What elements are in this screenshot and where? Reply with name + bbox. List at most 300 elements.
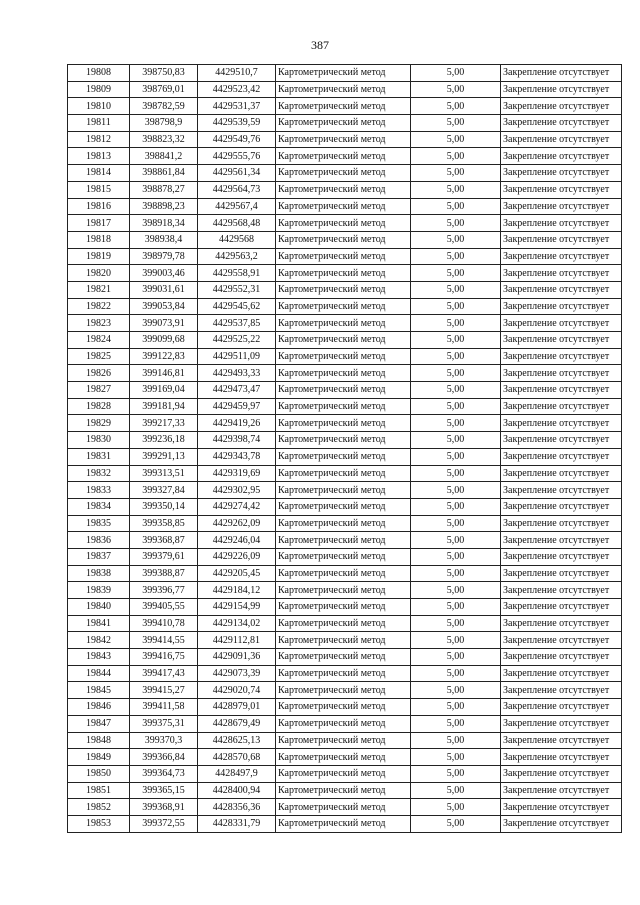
fixing-cell: Закрепление отсутствует bbox=[501, 715, 622, 732]
x-coordinate-cell: 399350,14 bbox=[130, 498, 198, 515]
y-coordinate-cell: 4429246,04 bbox=[198, 532, 276, 549]
fixing-cell: Закрепление отсутствует bbox=[501, 198, 622, 215]
x-coordinate-cell: 399365,15 bbox=[130, 782, 198, 799]
method-cell: Картометрический метод bbox=[276, 65, 411, 82]
method-cell: Картометрический метод bbox=[276, 148, 411, 165]
table-row bbox=[68, 448, 622, 465]
table-row bbox=[68, 749, 622, 766]
accuracy-cell: 5,00 bbox=[411, 382, 501, 399]
x-coordinate-cell: 398918,34 bbox=[130, 215, 198, 232]
method-cell: Картометрический метод bbox=[276, 231, 411, 248]
x-coordinate-cell: 398979,78 bbox=[130, 248, 198, 265]
fixing-cell: Закрепление отсутствует bbox=[501, 599, 622, 616]
x-coordinate-cell: 398823,32 bbox=[130, 131, 198, 148]
accuracy-cell: 5,00 bbox=[411, 482, 501, 499]
x-coordinate-cell: 399146,81 bbox=[130, 365, 198, 382]
accuracy-cell: 5,00 bbox=[411, 298, 501, 315]
table-row bbox=[68, 482, 622, 499]
y-coordinate-cell: 4429073,39 bbox=[198, 665, 276, 682]
y-coordinate-cell: 4429205,45 bbox=[198, 565, 276, 582]
y-coordinate-cell: 4428331,79 bbox=[198, 815, 276, 832]
x-coordinate-cell: 399358,85 bbox=[130, 515, 198, 532]
point-number-cell: 19837 bbox=[68, 548, 130, 565]
y-coordinate-cell: 4429419,26 bbox=[198, 415, 276, 432]
accuracy-cell: 5,00 bbox=[411, 281, 501, 298]
y-coordinate-cell: 4428979,01 bbox=[198, 699, 276, 716]
y-coordinate-cell: 4429564,73 bbox=[198, 181, 276, 198]
fixing-cell: Закрепление отсутствует bbox=[501, 649, 622, 666]
fixing-cell: Закрепление отсутствует bbox=[501, 265, 622, 282]
accuracy-cell: 5,00 bbox=[411, 465, 501, 482]
accuracy-cell: 5,00 bbox=[411, 699, 501, 716]
method-cell: Картометрический метод bbox=[276, 181, 411, 198]
point-number-cell: 19847 bbox=[68, 715, 130, 732]
x-coordinate-cell: 399388,87 bbox=[130, 565, 198, 582]
x-coordinate-cell: 398769,01 bbox=[130, 81, 198, 98]
point-number-cell: 19845 bbox=[68, 682, 130, 699]
table-row bbox=[68, 248, 622, 265]
point-number-cell: 19814 bbox=[68, 165, 130, 182]
method-cell: Картометрический метод bbox=[276, 765, 411, 782]
x-coordinate-cell: 399372,55 bbox=[130, 815, 198, 832]
accuracy-cell: 5,00 bbox=[411, 181, 501, 198]
x-coordinate-cell: 398782,59 bbox=[130, 98, 198, 115]
fixing-cell: Закрепление отсутствует bbox=[501, 98, 622, 115]
y-coordinate-cell: 4429539,59 bbox=[198, 115, 276, 132]
y-coordinate-cell: 4429154,99 bbox=[198, 599, 276, 616]
point-number-cell: 19839 bbox=[68, 582, 130, 599]
fixing-cell: Закрепление отсутствует bbox=[501, 465, 622, 482]
x-coordinate-cell: 398861,84 bbox=[130, 165, 198, 182]
accuracy-cell: 5,00 bbox=[411, 115, 501, 132]
method-cell: Картометрический метод bbox=[276, 465, 411, 482]
x-coordinate-cell: 398841,2 bbox=[130, 148, 198, 165]
table-row bbox=[68, 348, 622, 365]
method-cell: Картометрический метод bbox=[276, 348, 411, 365]
coordinates-table-body bbox=[68, 65, 622, 833]
y-coordinate-cell: 4429274,42 bbox=[198, 498, 276, 515]
table-row bbox=[68, 398, 622, 415]
method-cell: Картометрический метод bbox=[276, 365, 411, 382]
x-coordinate-cell: 398898,23 bbox=[130, 198, 198, 215]
accuracy-cell: 5,00 bbox=[411, 415, 501, 432]
point-number-cell: 19827 bbox=[68, 382, 130, 399]
x-coordinate-cell: 399370,3 bbox=[130, 732, 198, 749]
method-cell: Картометрический метод bbox=[276, 398, 411, 415]
method-cell: Картометрический метод bbox=[276, 815, 411, 832]
fixing-cell: Закрепление отсутствует bbox=[501, 281, 622, 298]
x-coordinate-cell: 398938,4 bbox=[130, 231, 198, 248]
accuracy-cell: 5,00 bbox=[411, 265, 501, 282]
table-row bbox=[68, 115, 622, 132]
point-number-cell: 19820 bbox=[68, 265, 130, 282]
accuracy-cell: 5,00 bbox=[411, 332, 501, 349]
accuracy-cell: 5,00 bbox=[411, 65, 501, 82]
fixing-cell: Закрепление отсутствует bbox=[501, 532, 622, 549]
table-row bbox=[68, 198, 622, 215]
fixing-cell: Закрепление отсутствует bbox=[501, 131, 622, 148]
point-number-cell: 19848 bbox=[68, 732, 130, 749]
method-cell: Картометрический метод bbox=[276, 782, 411, 799]
method-cell: Картометрический метод bbox=[276, 115, 411, 132]
y-coordinate-cell: 4429545,62 bbox=[198, 298, 276, 315]
accuracy-cell: 5,00 bbox=[411, 231, 501, 248]
fixing-cell: Закрепление отсутствует bbox=[501, 765, 622, 782]
page-number: 387 bbox=[311, 38, 329, 52]
fixing-cell: Закрепление отсутствует bbox=[501, 615, 622, 632]
y-coordinate-cell: 4429568,48 bbox=[198, 215, 276, 232]
point-number-cell: 19828 bbox=[68, 398, 130, 415]
fixing-cell: Закрепление отсутствует bbox=[501, 548, 622, 565]
point-number-cell: 19826 bbox=[68, 365, 130, 382]
fixing-cell: Закрепление отсутствует bbox=[501, 215, 622, 232]
method-cell: Картометрический метод bbox=[276, 248, 411, 265]
point-number-cell: 19844 bbox=[68, 665, 130, 682]
y-coordinate-cell: 4429525,22 bbox=[198, 332, 276, 349]
table-row bbox=[68, 665, 622, 682]
method-cell: Картометрический метод bbox=[276, 749, 411, 766]
x-coordinate-cell: 399379,61 bbox=[130, 548, 198, 565]
y-coordinate-cell: 4429459,97 bbox=[198, 398, 276, 415]
x-coordinate-cell: 399031,61 bbox=[130, 281, 198, 298]
table-row bbox=[68, 765, 622, 782]
fixing-cell: Закрепление отсутствует bbox=[501, 382, 622, 399]
method-cell: Картометрический метод bbox=[276, 215, 411, 232]
y-coordinate-cell: 4428570,68 bbox=[198, 749, 276, 766]
y-coordinate-cell: 4429343,78 bbox=[198, 448, 276, 465]
y-coordinate-cell: 4429511,09 bbox=[198, 348, 276, 365]
accuracy-cell: 5,00 bbox=[411, 749, 501, 766]
accuracy-cell: 5,00 bbox=[411, 315, 501, 332]
method-cell: Картометрический метод bbox=[276, 799, 411, 816]
x-coordinate-cell: 399217,33 bbox=[130, 415, 198, 432]
point-number-cell: 19817 bbox=[68, 215, 130, 232]
fixing-cell: Закрепление отсутствует bbox=[501, 632, 622, 649]
x-coordinate-cell: 398878,27 bbox=[130, 181, 198, 198]
y-coordinate-cell: 4429020,74 bbox=[198, 682, 276, 699]
y-coordinate-cell: 4428356,36 bbox=[198, 799, 276, 816]
y-coordinate-cell: 4429563,2 bbox=[198, 248, 276, 265]
accuracy-cell: 5,00 bbox=[411, 682, 501, 699]
accuracy-cell: 5,00 bbox=[411, 165, 501, 182]
fixing-cell: Закрепление отсутствует bbox=[501, 365, 622, 382]
x-coordinate-cell: 398750,83 bbox=[130, 65, 198, 82]
method-cell: Картометрический метод bbox=[276, 498, 411, 515]
table-row bbox=[68, 615, 622, 632]
fixing-cell: Закрепление отсутствует bbox=[501, 799, 622, 816]
x-coordinate-cell: 399411,58 bbox=[130, 699, 198, 716]
y-coordinate-cell: 4429555,76 bbox=[198, 148, 276, 165]
table-row bbox=[68, 715, 622, 732]
point-number-cell: 19823 bbox=[68, 315, 130, 332]
point-number-cell: 19835 bbox=[68, 515, 130, 532]
method-cell: Картометрический метод bbox=[276, 315, 411, 332]
table-row bbox=[68, 131, 622, 148]
method-cell: Картометрический метод bbox=[276, 198, 411, 215]
fixing-cell: Закрепление отсутствует bbox=[501, 732, 622, 749]
table-row bbox=[68, 265, 622, 282]
y-coordinate-cell: 4429184,12 bbox=[198, 582, 276, 599]
point-number-cell: 19818 bbox=[68, 231, 130, 248]
fixing-cell: Закрепление отсутствует bbox=[501, 248, 622, 265]
accuracy-cell: 5,00 bbox=[411, 148, 501, 165]
point-number-cell: 19812 bbox=[68, 131, 130, 148]
x-coordinate-cell: 399327,84 bbox=[130, 482, 198, 499]
x-coordinate-cell: 399414,55 bbox=[130, 632, 198, 649]
y-coordinate-cell: 4429567,4 bbox=[198, 198, 276, 215]
x-coordinate-cell: 399417,43 bbox=[130, 665, 198, 682]
table-row bbox=[68, 815, 622, 832]
accuracy-cell: 5,00 bbox=[411, 715, 501, 732]
fixing-cell: Закрепление отсутствует bbox=[501, 148, 622, 165]
accuracy-cell: 5,00 bbox=[411, 632, 501, 649]
y-coordinate-cell: 4429473,47 bbox=[198, 382, 276, 399]
x-coordinate-cell: 399073,91 bbox=[130, 315, 198, 332]
fixing-cell: Закрепление отсутствует bbox=[501, 582, 622, 599]
x-coordinate-cell: 399053,84 bbox=[130, 298, 198, 315]
table-row bbox=[68, 732, 622, 749]
x-coordinate-cell: 399236,18 bbox=[130, 432, 198, 449]
fixing-cell: Закрепление отсутствует bbox=[501, 482, 622, 499]
accuracy-cell: 5,00 bbox=[411, 81, 501, 98]
accuracy-cell: 5,00 bbox=[411, 599, 501, 616]
fixing-cell: Закрепление отсутствует bbox=[501, 315, 622, 332]
x-coordinate-cell: 399099,68 bbox=[130, 332, 198, 349]
table-row bbox=[68, 632, 622, 649]
point-number-cell: 19850 bbox=[68, 765, 130, 782]
point-number-cell: 19829 bbox=[68, 415, 130, 432]
point-number-cell: 19811 bbox=[68, 115, 130, 132]
point-number-cell: 19846 bbox=[68, 699, 130, 716]
y-coordinate-cell: 4429398,74 bbox=[198, 432, 276, 449]
point-number-cell: 19824 bbox=[68, 332, 130, 349]
accuracy-cell: 5,00 bbox=[411, 398, 501, 415]
y-coordinate-cell: 4429112,81 bbox=[198, 632, 276, 649]
method-cell: Картометрический метод bbox=[276, 665, 411, 682]
x-coordinate-cell: 399416,75 bbox=[130, 649, 198, 666]
fixing-cell: Закрепление отсутствует bbox=[501, 231, 622, 248]
y-coordinate-cell: 4428679,49 bbox=[198, 715, 276, 732]
method-cell: Картометрический метод bbox=[276, 515, 411, 532]
point-number-cell: 19840 bbox=[68, 599, 130, 616]
accuracy-cell: 5,00 bbox=[411, 348, 501, 365]
method-cell: Картометрический метод bbox=[276, 98, 411, 115]
point-number-cell: 19831 bbox=[68, 448, 130, 465]
method-cell: Картометрический метод bbox=[276, 649, 411, 666]
x-coordinate-cell: 398798,9 bbox=[130, 115, 198, 132]
table-row bbox=[68, 231, 622, 248]
table-row bbox=[68, 298, 622, 315]
table-row bbox=[68, 281, 622, 298]
point-number-cell: 19822 bbox=[68, 298, 130, 315]
accuracy-cell: 5,00 bbox=[411, 582, 501, 599]
accuracy-cell: 5,00 bbox=[411, 565, 501, 582]
accuracy-cell: 5,00 bbox=[411, 615, 501, 632]
y-coordinate-cell: 4429510,7 bbox=[198, 65, 276, 82]
point-number-cell: 19852 bbox=[68, 799, 130, 816]
x-coordinate-cell: 399181,94 bbox=[130, 398, 198, 415]
accuracy-cell: 5,00 bbox=[411, 198, 501, 215]
x-coordinate-cell: 399366,84 bbox=[130, 749, 198, 766]
y-coordinate-cell: 4428400,94 bbox=[198, 782, 276, 799]
y-coordinate-cell: 4428497,9 bbox=[198, 765, 276, 782]
method-cell: Картометрический метод bbox=[276, 632, 411, 649]
fixing-cell: Закрепление отсутствует bbox=[501, 332, 622, 349]
table-row bbox=[68, 98, 622, 115]
accuracy-cell: 5,00 bbox=[411, 432, 501, 449]
x-coordinate-cell: 399003,46 bbox=[130, 265, 198, 282]
fixing-cell: Закрепление отсутствует bbox=[501, 115, 622, 132]
accuracy-cell: 5,00 bbox=[411, 532, 501, 549]
y-coordinate-cell: 4429523,42 bbox=[198, 81, 276, 98]
method-cell: Картометрический метод bbox=[276, 599, 411, 616]
y-coordinate-cell: 4429134,02 bbox=[198, 615, 276, 632]
fixing-cell: Закрепление отсутствует bbox=[501, 699, 622, 716]
point-number-cell: 19830 bbox=[68, 432, 130, 449]
method-cell: Картометрический метод bbox=[276, 382, 411, 399]
point-number-cell: 19836 bbox=[68, 532, 130, 549]
x-coordinate-cell: 399368,91 bbox=[130, 799, 198, 816]
fixing-cell: Закрепление отсутствует bbox=[501, 498, 622, 515]
point-number-cell: 19851 bbox=[68, 782, 130, 799]
accuracy-cell: 5,00 bbox=[411, 248, 501, 265]
x-coordinate-cell: 399364,73 bbox=[130, 765, 198, 782]
method-cell: Картометрический метод bbox=[276, 699, 411, 716]
x-coordinate-cell: 399169,04 bbox=[130, 382, 198, 399]
table-row bbox=[68, 382, 622, 399]
point-number-cell: 19816 bbox=[68, 198, 130, 215]
table-row bbox=[68, 181, 622, 198]
accuracy-cell: 5,00 bbox=[411, 765, 501, 782]
x-coordinate-cell: 399291,13 bbox=[130, 448, 198, 465]
y-coordinate-cell: 4429531,37 bbox=[198, 98, 276, 115]
fixing-cell: Закрепление отсутствует bbox=[501, 348, 622, 365]
table-row bbox=[68, 599, 622, 616]
method-cell: Картометрический метод bbox=[276, 548, 411, 565]
fixing-cell: Закрепление отсутствует bbox=[501, 682, 622, 699]
fixing-cell: Закрепление отсутствует bbox=[501, 782, 622, 799]
point-number-cell: 19853 bbox=[68, 815, 130, 832]
x-coordinate-cell: 399375,31 bbox=[130, 715, 198, 732]
table-row bbox=[68, 649, 622, 666]
table-row bbox=[68, 532, 622, 549]
x-coordinate-cell: 399405,55 bbox=[130, 599, 198, 616]
fixing-cell: Закрепление отсутствует bbox=[501, 398, 622, 415]
table-row bbox=[68, 515, 622, 532]
method-cell: Картометрический метод bbox=[276, 715, 411, 732]
fixing-cell: Закрепление отсутствует bbox=[501, 515, 622, 532]
table-row bbox=[68, 582, 622, 599]
table-row bbox=[68, 332, 622, 349]
table-row bbox=[68, 215, 622, 232]
fixing-cell: Закрепление отсутствует bbox=[501, 415, 622, 432]
table-row bbox=[68, 782, 622, 799]
method-cell: Картометрический метод bbox=[276, 415, 411, 432]
method-cell: Картометрический метод bbox=[276, 432, 411, 449]
point-number-cell: 19834 bbox=[68, 498, 130, 515]
accuracy-cell: 5,00 bbox=[411, 448, 501, 465]
table-row bbox=[68, 799, 622, 816]
y-coordinate-cell: 4429302,95 bbox=[198, 482, 276, 499]
table-row bbox=[68, 148, 622, 165]
point-number-cell: 19809 bbox=[68, 81, 130, 98]
table-row bbox=[68, 498, 622, 515]
accuracy-cell: 5,00 bbox=[411, 665, 501, 682]
fixing-cell: Закрепление отсутствует bbox=[501, 165, 622, 182]
point-number-cell: 19815 bbox=[68, 181, 130, 198]
point-number-cell: 19821 bbox=[68, 281, 130, 298]
accuracy-cell: 5,00 bbox=[411, 815, 501, 832]
method-cell: Картометрический метод bbox=[276, 732, 411, 749]
y-coordinate-cell: 4429568 bbox=[198, 231, 276, 248]
point-number-cell: 19841 bbox=[68, 615, 130, 632]
point-number-cell: 19838 bbox=[68, 565, 130, 582]
accuracy-cell: 5,00 bbox=[411, 732, 501, 749]
point-number-cell: 19832 bbox=[68, 465, 130, 482]
accuracy-cell: 5,00 bbox=[411, 515, 501, 532]
method-cell: Картометрический метод bbox=[276, 131, 411, 148]
table-row bbox=[68, 432, 622, 449]
x-coordinate-cell: 399313,51 bbox=[130, 465, 198, 482]
point-number-cell: 19808 bbox=[68, 65, 130, 82]
method-cell: Картометрический метод bbox=[276, 281, 411, 298]
point-number-cell: 19813 bbox=[68, 148, 130, 165]
y-coordinate-cell: 4428625,13 bbox=[198, 732, 276, 749]
accuracy-cell: 5,00 bbox=[411, 215, 501, 232]
method-cell: Картометрический метод bbox=[276, 265, 411, 282]
y-coordinate-cell: 4429552,31 bbox=[198, 281, 276, 298]
fixing-cell: Закрепление отсутствует bbox=[501, 181, 622, 198]
y-coordinate-cell: 4429226,09 bbox=[198, 548, 276, 565]
y-coordinate-cell: 4429558,91 bbox=[198, 265, 276, 282]
table-row bbox=[68, 365, 622, 382]
x-coordinate-cell: 399396,77 bbox=[130, 582, 198, 599]
y-coordinate-cell: 4429319,69 bbox=[198, 465, 276, 482]
table-row bbox=[68, 682, 622, 699]
accuracy-cell: 5,00 bbox=[411, 649, 501, 666]
method-cell: Картометрический метод bbox=[276, 615, 411, 632]
table-row bbox=[68, 548, 622, 565]
table-row bbox=[68, 699, 622, 716]
method-cell: Картометрический метод bbox=[276, 565, 411, 582]
table-row bbox=[68, 565, 622, 582]
x-coordinate-cell: 399368,87 bbox=[130, 532, 198, 549]
point-number-cell: 19849 bbox=[68, 749, 130, 766]
point-number-cell: 19819 bbox=[68, 248, 130, 265]
table-row bbox=[68, 315, 622, 332]
accuracy-cell: 5,00 bbox=[411, 799, 501, 816]
table-row bbox=[68, 465, 622, 482]
accuracy-cell: 5,00 bbox=[411, 131, 501, 148]
accuracy-cell: 5,00 bbox=[411, 498, 501, 515]
point-number-cell: 19843 bbox=[68, 649, 130, 666]
y-coordinate-cell: 4429537,85 bbox=[198, 315, 276, 332]
accuracy-cell: 5,00 bbox=[411, 365, 501, 382]
table-row bbox=[68, 415, 622, 432]
method-cell: Картометрический метод bbox=[276, 165, 411, 182]
fixing-cell: Закрепление отсутствует bbox=[501, 749, 622, 766]
fixing-cell: Закрепление отсутствует bbox=[501, 665, 622, 682]
method-cell: Картометрический метод bbox=[276, 298, 411, 315]
y-coordinate-cell: 4429493,33 bbox=[198, 365, 276, 382]
fixing-cell: Закрепление отсутствует bbox=[501, 815, 622, 832]
coordinates-table bbox=[67, 64, 622, 833]
fixing-cell: Закрепление отсутствует bbox=[501, 81, 622, 98]
method-cell: Картометрический метод bbox=[276, 332, 411, 349]
table-row bbox=[68, 165, 622, 182]
accuracy-cell: 5,00 bbox=[411, 548, 501, 565]
method-cell: Картометрический метод bbox=[276, 448, 411, 465]
